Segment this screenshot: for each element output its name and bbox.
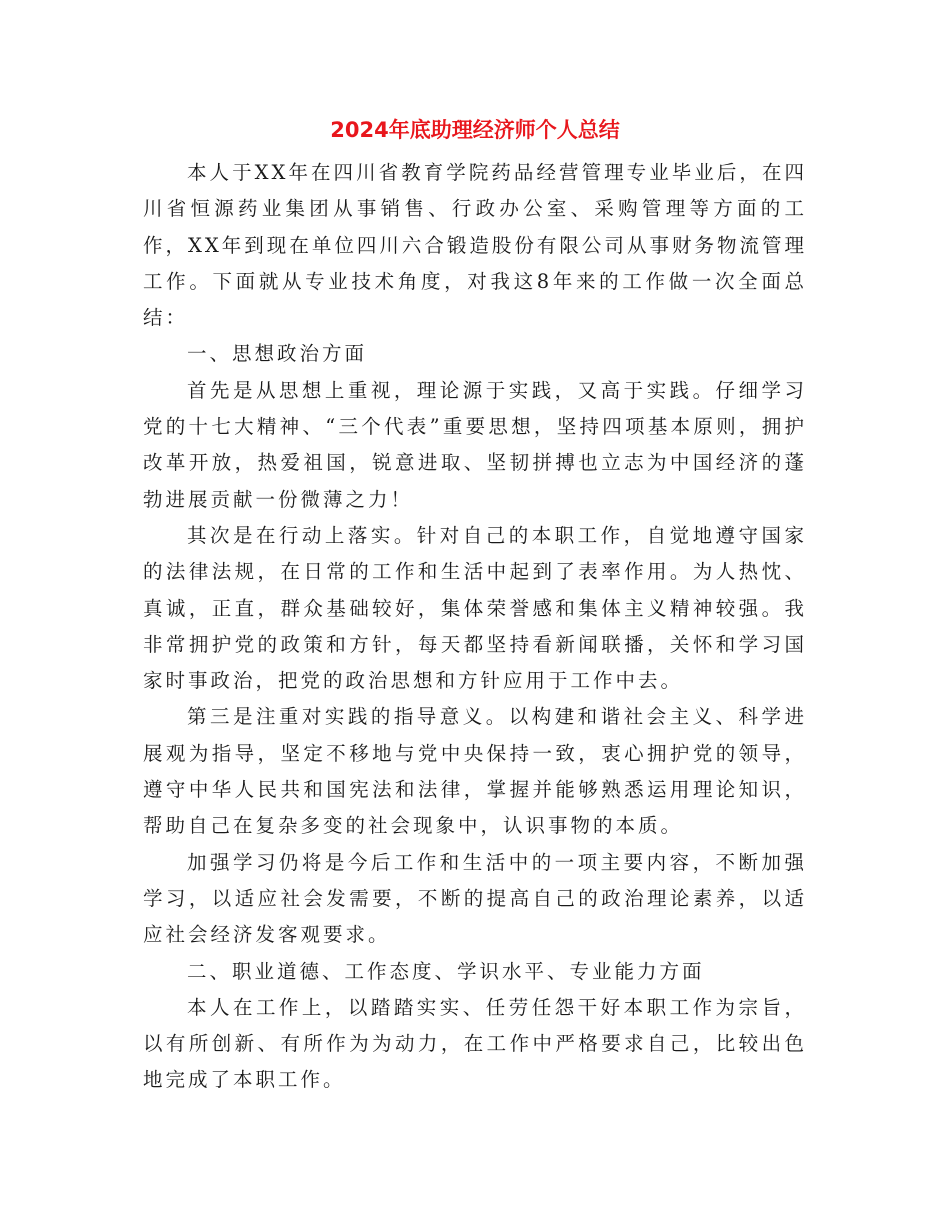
section-heading-professional: 二、职业道德、工作态度、学识水平、专业能力方面 [187,959,705,983]
document-title: 2024年底助理经济师个人总结 [330,118,620,142]
paragraph-action: 其次是在行动上落实。针对自己的本职工作，自觉地遵守国家的法律法规，在日常的工作和生活中起到了表率作用。为人热忱、真诚，正直，群众基础较好，集体荣誉感和集体主义精神较强。我非常拥护党的政策和方针，每天都坚持看新闻联播，关怀和学习国家时事政治，把党的政治思想和方针应用于工作中去。 [143,523,807,693]
paragraph-practice: 第三是注重对实践的指导意义。以构建和谐社会主义、科学进展观为指导，坚定不移地与党中央保持一致，衷心拥护党的领导，遵守中华人民共和国宪法和法律，掌握并能够熟悉运用理论知识，帮助自己在复杂多变的社会现象中，认识事物的本质。 [143,705,807,838]
paragraph-thought: 首先是从思想上重视，理论源于实践，又高于实践。仔细学习党的十七大精神、“三个代表”重要思想，坚持四项基本原则，拥护改革开放，热爱祖国，锐意进取、坚韧拼搏也立志为中国经济的蓬勃进展贡献一份微薄之力！ [143,378,807,511]
paragraph-intro: 本人于XX年在四川省教育学院药品经营管理专业毕业后，在四川省恒源药业集团从事销售、行政办公室、采购管理等方面的工作，XX年到现在单位四川六合锻造股份有限公司从事财务物流管理工作。下面就从专业技术角度，对我这8年来的工作做一次全面总结： [143,161,807,330]
paragraph-work: 本人在工作上，以踏踏实实、任劳任怨干好本职工作为宗旨，以有所创新、有所作为为动力，在工作中严格要求自己，比较出色地完成了本职工作。 [143,995,807,1092]
document-body [143,155,807,1099]
section-heading-political: 一、思想政治方面 [187,342,368,366]
paragraph-study: 加强学习仍将是今后工作和生活中的一项主要内容，不断加强学习，以适应社会发需要，不断的提高自己的政治理论素养，以适应社会经济发客观要求。 [143,850,807,947]
